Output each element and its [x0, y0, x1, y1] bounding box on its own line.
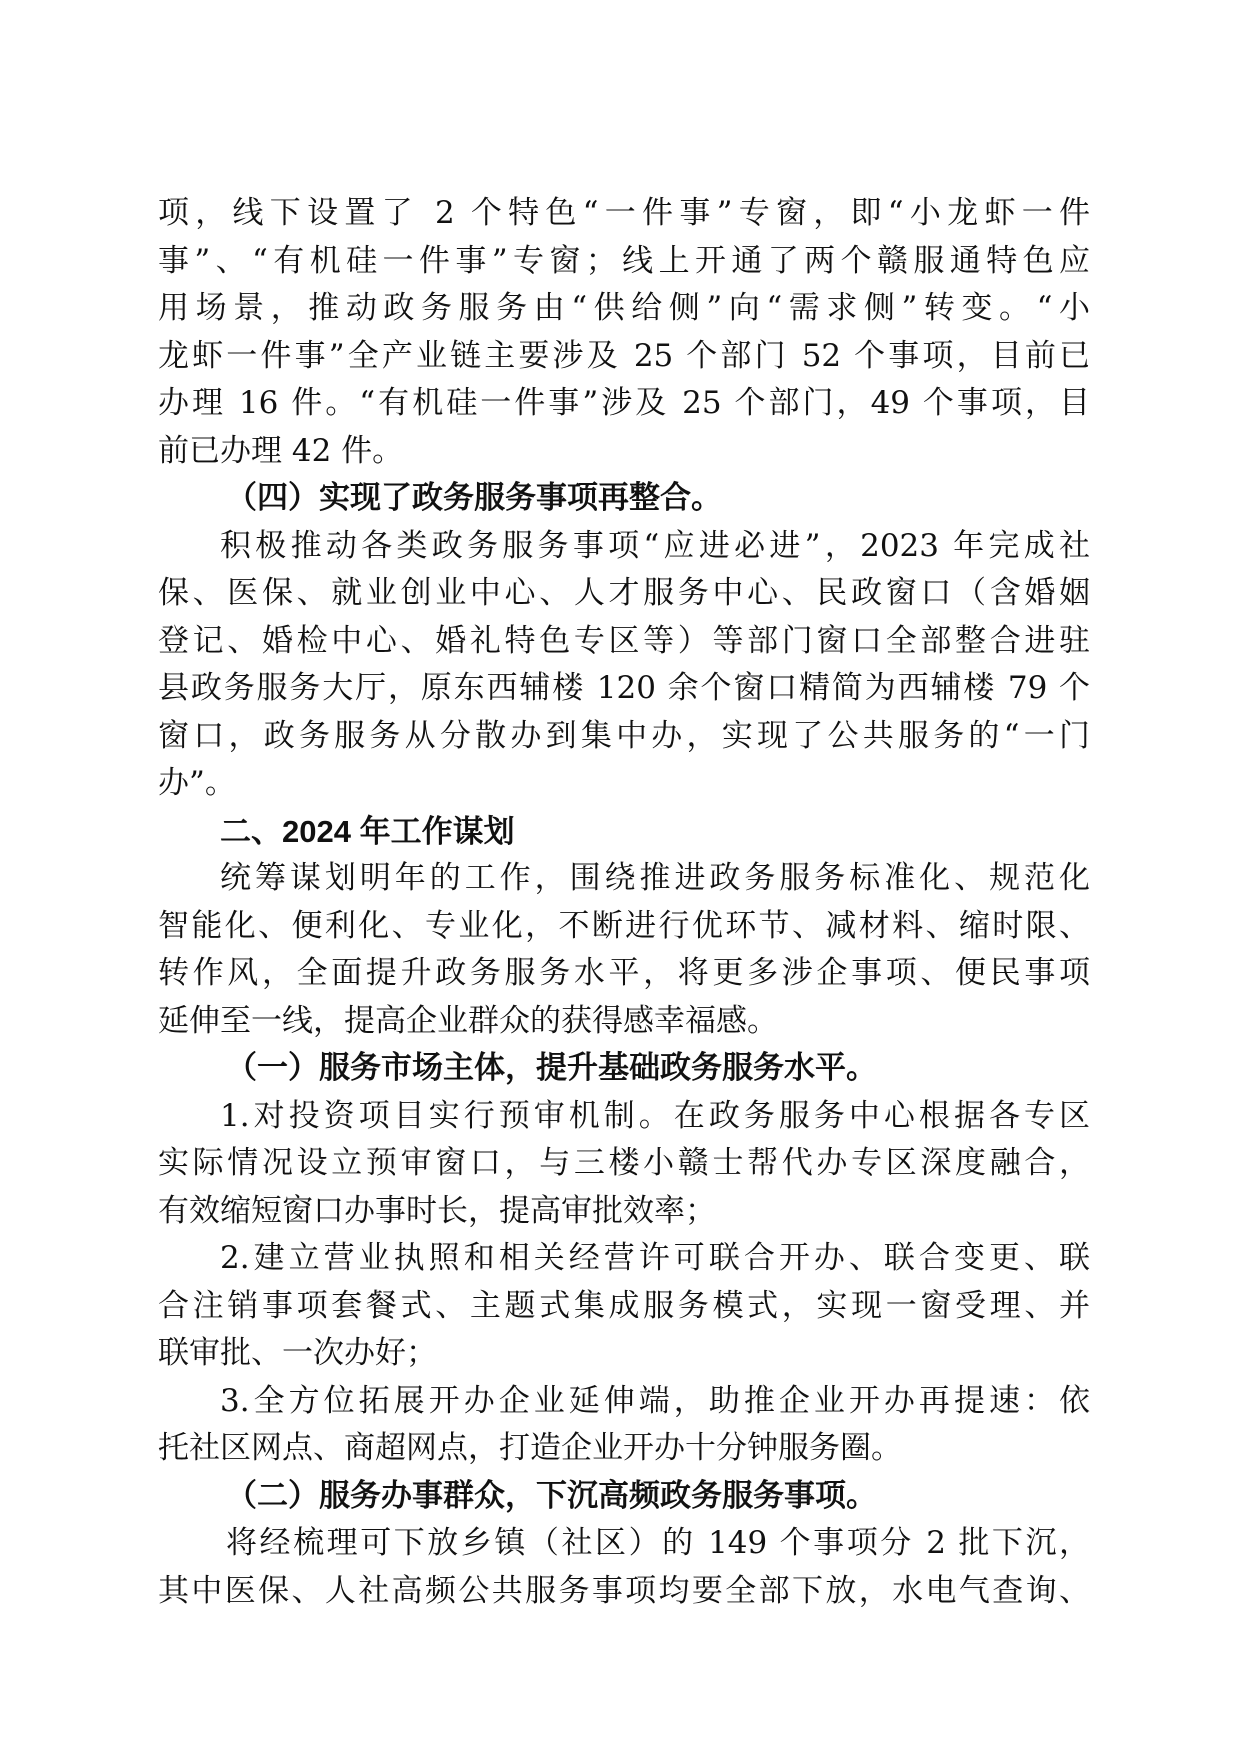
subheading-two: （二）服务办事群众，下沉高频政务服务事项。 [226, 1477, 877, 1514]
text-line: 转作风，全面提升政务服务水平，将更多涉企事项、便民事项 [158, 955, 1090, 991]
text-line: 将经梳理可下放乡镇（社区）的 149 个事项分 2 批下沉， [226, 1525, 1090, 1561]
text-line: 办”。 [158, 765, 236, 801]
subheading-one: （一）服务市场主体，提升基础政务服务水平。 [226, 1050, 877, 1086]
subheading-four: （四）实现了政务服务事项再整合。 [226, 480, 722, 516]
text-line: 1.对投资项目实行预审机制。在政务服务中心根据各专区 [220, 1097, 1090, 1134]
text-line: 实际情况设立预审窗口，与三楼小赣士帮代办专区深度融合， [158, 1145, 1090, 1181]
text-line: 项，线下设置了 2 个特色“一件事”专窗，即“小龙虾一件 [158, 195, 1090, 231]
paragraph-overall-plan [158, 855, 1090, 1045]
text-line: 积极推动各类政务服务事项“应进必进”，2023 年完成社 [220, 527, 1090, 564]
text-line: 有效缩短窗口办事时长，提高审批效率； [158, 1192, 716, 1229]
text-line: 事”、“有机硅一件事”专窗；线上开通了两个赣服通特色应 [158, 242, 1090, 279]
text-line: 合注销事项套餐式、主题式集成服务模式，实现一窗受理、并 [158, 1287, 1090, 1324]
text-line: 3.全方位拓展开办企业延伸端，助推企业开办再提速：依 [220, 1382, 1090, 1419]
text-line: 登记、婚检中心、婚礼特色专区等）等部门窗口全部整合进驻 [158, 622, 1090, 659]
list-item-2 [158, 1235, 1090, 1378]
text-line: 统筹谋划明年的工作，围绕推进政务服务标准化、规范化 [220, 860, 1090, 896]
paragraph-special-windows [158, 190, 1090, 475]
paragraph-integration [158, 523, 1090, 808]
text-line: 延伸至一线，提高企业群众的获得感幸福感。 [158, 1002, 778, 1039]
document-page [158, 190, 1090, 1615]
text-line: 联审批、一次办好； [158, 1335, 437, 1371]
text-line: 龙虾一件事”全产业链主要涉及 25 个部门 52 个事项，目前已 [158, 337, 1090, 374]
text-line: 办理 16 件。“有机硅一件事”涉及 25 个部门，49 个事项，目 [158, 385, 1090, 421]
section-heading-2024-plan: 二、2024 年工作谋划 [220, 813, 515, 849]
text-line: 窗口，政务服务从分散办到集中办，实现了公共服务的“一门 [158, 717, 1090, 754]
text-line: 智能化、便利化、专业化，不断进行优环节、减材料、缩时限、 [158, 907, 1090, 944]
text-line: 托社区网点、商超网点，打造企业开办十分钟服务圈。 [158, 1430, 902, 1466]
text-line: 保、医保、就业创业中心、人才服务中心、民政窗口（含婚姻 [158, 575, 1090, 611]
text-line: 县政务服务大厅，原东西辅楼 120 余个窗口精简为西辅楼 79 个 [158, 670, 1090, 706]
text-line: 前已办理 42 件。 [158, 432, 404, 469]
paragraph-decentralize [158, 1520, 1090, 1615]
list-item-3 [158, 1378, 1090, 1473]
text-line: 用场景，推动政务服务由“供给侧”向“需求侧”转变。“小 [158, 290, 1090, 326]
list-item-1 [158, 1093, 1090, 1236]
text-line: 2.建立营业执照和相关经营许可联合开办、联合变更、联 [220, 1240, 1090, 1276]
text-line: 其中医保、人社高频公共服务事项均要全部下放，水电气查询、 [158, 1572, 1090, 1609]
